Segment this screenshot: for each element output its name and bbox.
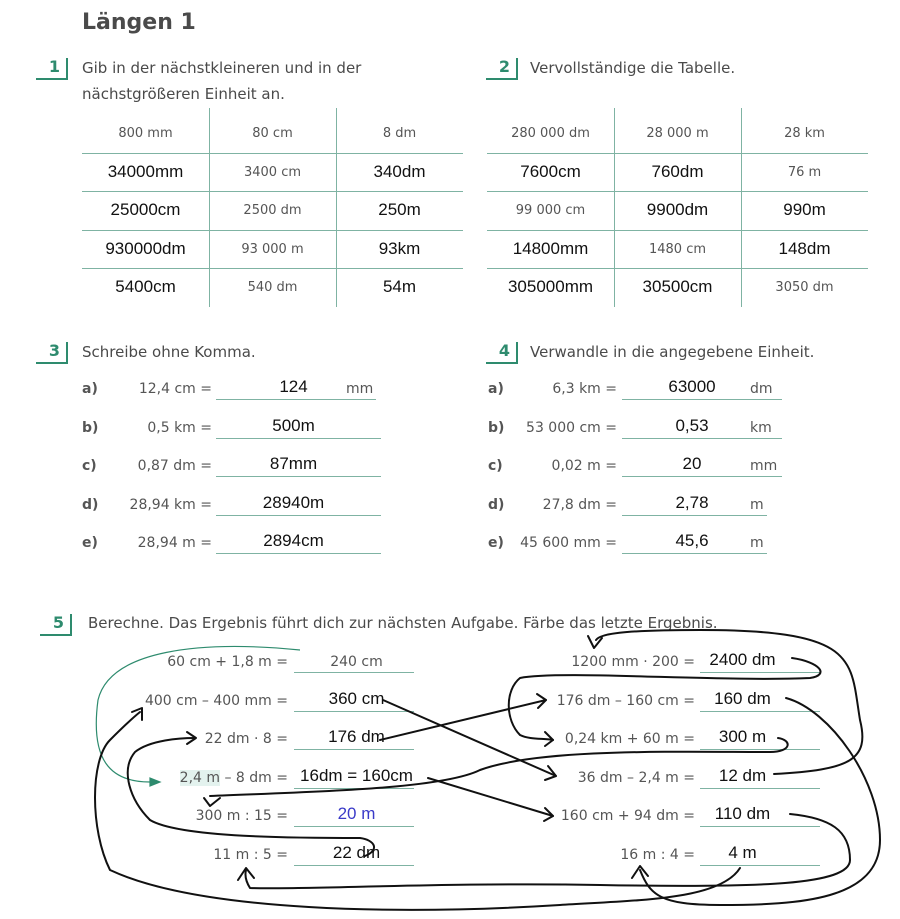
- task-2-instruction: Vervollständige die Tabelle.: [530, 59, 736, 77]
- task4-item-answer[interactable]: 0,53: [675, 415, 709, 435]
- task2-cell[interactable]: 30500cm: [642, 277, 713, 296]
- task1-cell[interactable]: 93km: [378, 238, 421, 258]
- task3-item-label: a): [82, 381, 98, 397]
- chain-left-expression: 60 cm + 1,8 m =: [167, 654, 288, 670]
- task4-item-label: e): [488, 535, 504, 551]
- chain-right-expression: 176 dm – 160 cm =: [556, 692, 695, 709]
- chain-right-answer[interactable]: 2400 dm: [709, 650, 776, 669]
- task2-cell: 3050 dm: [775, 280, 834, 295]
- task4-item-expression: 45 600 mm =: [520, 535, 617, 551]
- arrow-110dm-to-11m5: [245, 814, 850, 888]
- task2-cell: 99 000 cm: [515, 203, 586, 218]
- chain-right-answer[interactable]: 110 dm: [714, 804, 771, 823]
- task3-item-answer[interactable]: 500m: [272, 415, 315, 435]
- task1-cell[interactable]: 930000dm: [105, 238, 186, 258]
- chain-right-answer[interactable]: 300 m: [718, 727, 767, 746]
- task1-cell: 3400 cm: [243, 164, 302, 180]
- task2-cell: 280 000 dm: [511, 126, 590, 141]
- task4-item-unit: m: [750, 535, 764, 551]
- task-5-number: 5: [40, 614, 72, 636]
- task4-item-answer[interactable]: 45,6: [675, 531, 709, 550]
- task2-cell: 1480 cm: [648, 241, 707, 257]
- task2-cell[interactable]: 9900dm: [646, 200, 709, 219]
- task4-item-expression: 6,3 km =: [552, 381, 617, 397]
- task3-item-expression: 0,5 km =: [147, 419, 212, 436]
- task4-item-answer[interactable]: 2,78: [675, 492, 709, 512]
- task-3-instruction: Schreibe ohne Komma.: [82, 343, 256, 361]
- chain-left-expression: 11 m : 5 =: [213, 846, 288, 863]
- task2-cell[interactable]: 148dm: [778, 238, 831, 258]
- task4-item-expression: 53 000 cm =: [526, 419, 617, 436]
- task1-cell[interactable]: 250m: [378, 200, 421, 219]
- task4-item-unit: dm: [750, 381, 773, 397]
- task3-item-label: d): [82, 496, 99, 513]
- chain-left-answer[interactable]: 176 dm: [328, 727, 385, 746]
- task3-item-label: b): [82, 419, 99, 436]
- task4-item-label: b): [488, 419, 505, 436]
- task2-cell[interactable]: 305000mm: [507, 277, 594, 296]
- task1-cell[interactable]: 340dm: [373, 161, 426, 181]
- task3-item-answer[interactable]: 124: [279, 377, 308, 396]
- task2-cell: 76 m: [787, 164, 822, 180]
- task2-cell[interactable]: 760dm: [651, 161, 704, 181]
- task-4-instruction: Verwandle in die angegebene Einheit.: [530, 343, 815, 361]
- task4-item-label: a): [488, 381, 504, 397]
- task3-item-label: e): [82, 535, 98, 551]
- task4-item-unit: km: [750, 419, 772, 436]
- task-1-instruction-line2: nächstgrößeren Einheit an.: [82, 85, 285, 103]
- task4-item-expression: 0,02 m =: [551, 458, 617, 474]
- arrow-160cm-to-160cm: [428, 778, 553, 816]
- task3-item-label: c): [82, 458, 97, 474]
- task4-item-expression: 27,8 dm =: [542, 496, 617, 513]
- task3-item-answer[interactable]: 87mm: [269, 454, 318, 473]
- printed-start-curve: [96, 647, 300, 782]
- chain-left-expression: 22 dm · 8 =: [204, 731, 288, 747]
- task4-item-unit: m: [750, 496, 764, 513]
- chain-left-answer[interactable]: 16dm = 160cm: [300, 765, 413, 785]
- task3-item-answer[interactable]: 2894cm: [263, 531, 324, 550]
- task1-cell[interactable]: 5400cm: [115, 277, 176, 296]
- arrow-160dm-to-16m4: [640, 698, 880, 905]
- chain-left-expression: 300 m : 15 =: [195, 808, 288, 824]
- printed-start-arrowhead: [150, 778, 160, 786]
- chain-right-answer[interactable]: 12 dm: [718, 765, 767, 785]
- task1-cell[interactable]: 34000mm: [107, 161, 184, 181]
- arrow-176dm-to-176dm: [380, 700, 546, 740]
- task1-cell: 540 dm: [247, 280, 298, 295]
- task1-cell: 2500 dm: [243, 203, 302, 218]
- task-3-number: 3: [36, 342, 68, 364]
- chain-right-expression: 36 dm – 2,4 m =: [577, 769, 695, 786]
- task2-cell[interactable]: 990m: [783, 200, 826, 219]
- chain-right-expression: 0,24 km + 60 m =: [564, 731, 695, 747]
- chain-left-answer[interactable]: 360 cm: [328, 688, 385, 708]
- task2-cell: 28 km: [784, 126, 825, 141]
- task3-item-expression: 28,94 km =: [129, 496, 212, 513]
- page-title: Längen 1: [82, 10, 196, 35]
- chain-expression-text: – 8 dm =: [220, 769, 288, 786]
- arrow-300m-to-300m15: [210, 738, 788, 796]
- task1-cell: 80 cm: [252, 126, 293, 141]
- arrow-2400dm-loop: [509, 658, 821, 740]
- task4-item-answer[interactable]: 63000: [668, 377, 716, 396]
- task-4-number: 4: [486, 342, 518, 364]
- task2-cell[interactable]: 7600cm: [520, 161, 581, 181]
- task-5-instruction: Berechne. Das Ergebnis führt dich zur nächsten Aufgabe. Färbe das letzte Ergebnis.: [88, 614, 718, 632]
- task2-cell: 28 000 m: [646, 126, 709, 141]
- task1-cell: 8 dm: [382, 126, 417, 141]
- task1-cell[interactable]: 25000cm: [110, 200, 181, 219]
- task-1-instruction-line1: Gib in der nächstkleineren und in der: [82, 59, 362, 77]
- task3-item-unit: mm: [346, 381, 374, 397]
- final-answer[interactable]: 20 m: [337, 804, 376, 823]
- chain-right-expression: 1200 mm · 200 =: [571, 654, 695, 670]
- task4-item-label: c): [488, 458, 503, 474]
- arrow-22dm-to-22dm8: [128, 738, 374, 856]
- chain-right-expression: 16 m : 4 =: [620, 846, 695, 863]
- task2-cell[interactable]: 14800mm: [512, 238, 589, 258]
- chain-right-answer[interactable]: 4 m: [728, 842, 757, 862]
- task1-cell: 800 mm: [118, 126, 173, 141]
- task4-item-answer[interactable]: 20: [682, 454, 702, 473]
- chain-left-expression: 400 cm – 400 mm =: [144, 692, 288, 709]
- task3-item-expression: 28,94 m =: [137, 535, 212, 551]
- chain-start-highlight: 2,4 m: [179, 769, 221, 786]
- task-1-number: 1: [36, 58, 68, 80]
- task3-item-expression: 12,4 cm =: [138, 381, 212, 397]
- chain-right-answer[interactable]: 160 dm: [714, 688, 771, 708]
- task3-item-answer[interactable]: 28940m: [262, 492, 325, 512]
- task1-cell[interactable]: 54m: [382, 277, 417, 296]
- task4-item-unit: mm: [750, 458, 778, 474]
- chain-right-expression: 160 cm + 94 dm =: [560, 808, 695, 824]
- task1-cell: 93 000 m: [241, 241, 304, 257]
- task3-item-expression: 0,87 dm =: [137, 458, 212, 474]
- task-2-number: 2: [486, 58, 518, 80]
- task4-item-label: d): [488, 496, 505, 513]
- chain-left-answer[interactable]: 240 cm: [330, 654, 383, 670]
- chain-left-answer[interactable]: 22 dm: [332, 842, 381, 862]
